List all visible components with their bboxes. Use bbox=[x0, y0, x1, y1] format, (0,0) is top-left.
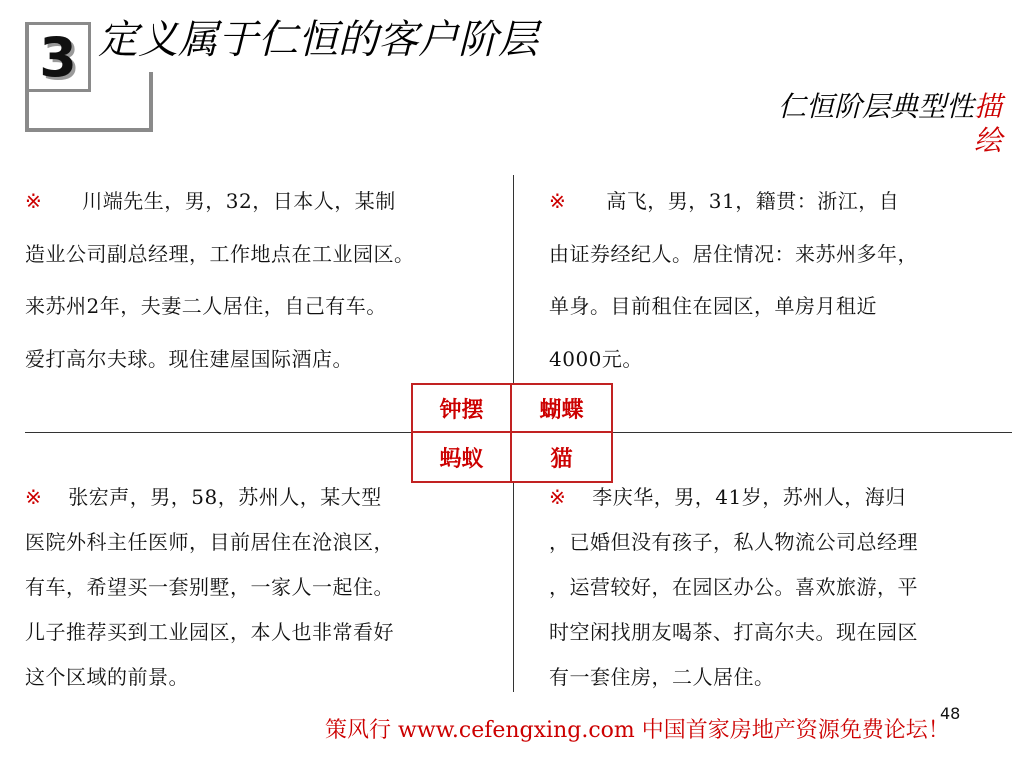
subtitle-accent-2: 绘 bbox=[973, 124, 1002, 157]
profile-line: 时空闲找朋友喝茶、打高尔夫。现在园区 bbox=[549, 620, 918, 644]
reference-mark-icon: ※ bbox=[549, 189, 567, 213]
profile-bottom-left bbox=[25, 475, 503, 700]
profile-line: ※ 张宏声，男，58，苏州人，某大型 bbox=[25, 485, 382, 509]
profile-top-right bbox=[549, 175, 1009, 385]
quadrant-label-cat: 猫 bbox=[550, 445, 573, 472]
profile-line: 造业公司副总经理，工作地点在工业园区。 bbox=[25, 241, 415, 266]
reference-mark-icon: ※ bbox=[25, 189, 43, 213]
quadrant-label-butterfly: 蝴蝶 bbox=[512, 385, 611, 433]
profile-line: 有车，希望买一套别墅，一家人一起住。 bbox=[25, 575, 394, 599]
reference-mark-icon: ※ bbox=[25, 485, 43, 509]
profile-top-left bbox=[25, 175, 503, 385]
profile-line: 爱打高尔夫球。现住建屋国际酒店。 bbox=[25, 346, 353, 371]
profile-line: 医院外科主任医师，目前居住在沧浪区， bbox=[25, 530, 394, 554]
subtitle-main: 仁恒阶层典型性 bbox=[777, 90, 974, 123]
section-frame-divider bbox=[149, 72, 153, 132]
footer-banner: 策风行 www.cefengxing.com 中国首家房地产资源免费论坛！ bbox=[325, 718, 950, 743]
profile-line: ，已婚但没有孩子，私人物流公司总经理 bbox=[549, 530, 918, 554]
profile-line: 由证券经纪人。居住情况：来苏州多年， bbox=[549, 241, 918, 266]
profile-line: ，运营较好，在园区办公。喜欢旅游，平 bbox=[549, 575, 918, 599]
profile-line: ※ 李庆华，男，41岁，苏州人，海归 bbox=[549, 485, 906, 509]
quadrant-label-ant: 蚂蚁 bbox=[413, 433, 512, 481]
page-title: 定义属于仁恒的客户阶层 bbox=[98, 17, 538, 63]
profile-line: 4000元。 bbox=[549, 346, 643, 371]
profile-line: 来苏州2年，夫妻二人居住，自己有车。 bbox=[25, 294, 387, 318]
profile-line: 单身。目前租住在园区，单房月租近 bbox=[549, 294, 877, 318]
page-subtitle bbox=[702, 90, 1002, 158]
quadrant-label-table bbox=[411, 383, 613, 483]
quadrant-label-pendulum: 钟摆 bbox=[413, 385, 512, 433]
reference-mark-icon: ※ bbox=[549, 485, 567, 509]
profile-line: 这个区域的前景。 bbox=[25, 665, 189, 689]
profile-bottom-right bbox=[549, 475, 1017, 700]
page-number: 48 bbox=[940, 704, 961, 723]
profile-line: ※ 高飞，男，31，籍贯：浙江，自 bbox=[549, 189, 900, 213]
subtitle-accent-1: 描 bbox=[973, 90, 1002, 123]
profile-line: 有一套住房，二人居住。 bbox=[549, 665, 775, 689]
section-number: 3 bbox=[39, 26, 77, 89]
profile-line: ※ 川端先生，男，32，日本人，某制 bbox=[25, 189, 396, 213]
profile-line: 儿子推荐买到工业园区，本人也非常看好 bbox=[25, 620, 394, 644]
